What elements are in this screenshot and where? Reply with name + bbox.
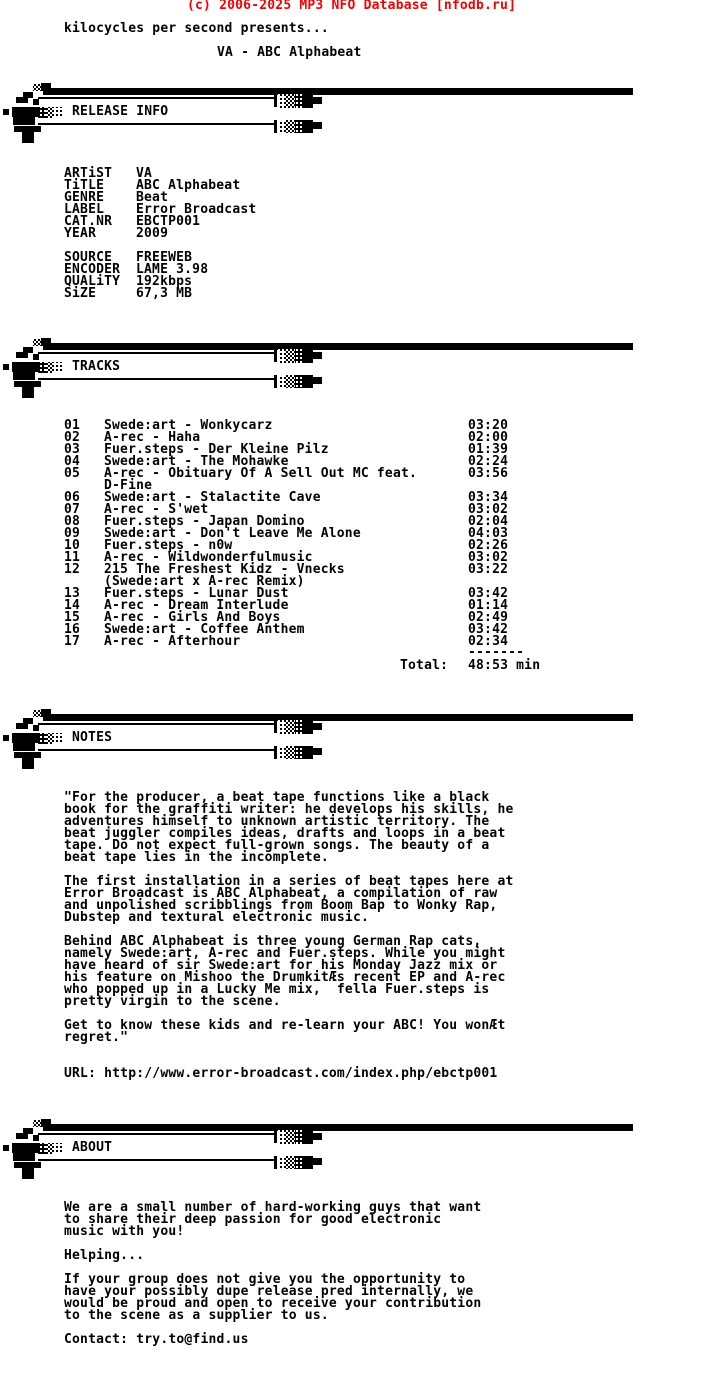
notes-paragraph — [64, 792, 534, 864]
track-number: 08 — [64, 514, 81, 529]
section-banner-release-info — [0, 82, 712, 144]
track-title-line: Fuer.steps - Japan Domino — [104, 514, 305, 529]
release-info-field-label: SiZE — [64, 286, 97, 301]
text-line: Error Broadcast is ABC Alphabeat, a compilation of raw — [64, 886, 498, 901]
text-line: We are a small number of hard-working guys that want — [64, 1200, 482, 1215]
section-banner-tracks — [0, 337, 712, 399]
release-info-field-value: Error Broadcast — [136, 202, 257, 217]
track-row — [64, 468, 584, 492]
track-title-line: A-rec - Wildwonderfulmusic — [104, 550, 313, 565]
release-info-field-value: LAME 3.98 — [136, 262, 209, 277]
text-line: adventures himself to unknown artistic territory. The — [64, 814, 490, 829]
text-line: namely Swede:art, A-rec and Fuer.steps. While you might — [64, 946, 506, 961]
text-line: Helping... — [64, 1248, 145, 1263]
track-number: 14 — [64, 598, 81, 613]
track-time: 03:42 — [468, 586, 509, 601]
release-info-row — [64, 228, 256, 240]
release-info-field-value: EBCTP001 — [136, 214, 201, 229]
track-title-line: A-rec - Dream Interlude — [104, 598, 289, 613]
release-info-field-value: FREEWEB — [136, 250, 193, 265]
track-number: 10 — [64, 538, 81, 553]
release-info-list — [64, 168, 256, 300]
track-title-line: A-rec - S'wet — [104, 502, 209, 517]
notes-paragraph — [64, 936, 534, 1008]
track-time: 01:39 — [468, 442, 509, 457]
track-time: 02:34 — [468, 634, 509, 649]
section-label-notes: NOTES — [72, 730, 113, 745]
release-info-field-label: LABEL — [64, 202, 105, 217]
track-number: 09 — [64, 526, 81, 541]
text-line: and unpolished scribblings from Boom Bap to Wonky Rap, — [64, 898, 498, 913]
track-time: 02:26 — [468, 538, 509, 553]
track-time: 04:03 — [468, 526, 509, 541]
track-number: 06 — [64, 490, 81, 505]
track-title-line: A-rec - Girls And Boys — [104, 610, 281, 625]
text-line: have heard of sir Swede:art for his Monday Jazz mix or — [64, 958, 498, 973]
track-title-line: Swede:art - Coffee Anthem — [104, 622, 305, 637]
notes-text — [64, 792, 534, 1044]
track-title-line: Swede:art - Stalactite Cave — [104, 490, 321, 505]
notes-paragraph — [64, 876, 534, 924]
track-title-line: A-rec - Haha — [104, 430, 201, 445]
section-banner-notes — [0, 708, 712, 770]
track-title-line: Swede:art - Don't Leave Me Alone — [104, 526, 361, 541]
text-line: tape. Do not expect full-grown songs. The beauty of a — [64, 838, 490, 853]
about-paragraph — [64, 1250, 534, 1262]
track-time: 02:49 — [468, 610, 509, 625]
album-title: VA - ABC Alphabeat — [217, 45, 362, 60]
text-line: "For the producer, a beat tape functions like a black — [64, 790, 490, 805]
text-line: The first installation in a series of beat tapes here at — [64, 874, 514, 889]
tracks-total-divider: ------- — [468, 645, 525, 660]
track-time: 02:04 — [468, 514, 509, 529]
track-number: 01 — [64, 418, 81, 433]
track-time: 02:00 — [468, 430, 509, 445]
release-info-field-value: ABC Alphabeat — [136, 178, 241, 193]
release-info-field-value: 2009 — [136, 226, 169, 241]
release-info-field-label: ENCODER — [64, 262, 121, 277]
text-line: If your group does not give you the opportunity to — [64, 1272, 466, 1287]
track-title-line: Swede:art - The Mohawke — [104, 454, 289, 469]
track-time: 01:14 — [468, 598, 509, 613]
text-line: to share their deep passion for good electronic — [64, 1212, 442, 1227]
track-number: 02 — [64, 430, 81, 445]
track-number: 11 — [64, 550, 81, 565]
section-label-release-info: RELEASE INFO — [72, 104, 169, 119]
section-banner-about — [0, 1118, 712, 1180]
about-paragraph — [64, 1274, 534, 1322]
track-title-line: Fuer.steps - Der Kleine Pilz — [104, 442, 329, 457]
track-time: 03:22 — [468, 562, 509, 577]
release-info-field-label: SOURCE — [64, 250, 113, 265]
track-title-line: Fuer.steps - Lunar Dust — [104, 586, 289, 601]
text-line: Dubstep and textural electronic music. — [64, 910, 370, 925]
track-number: 12 — [64, 562, 81, 577]
track-title-line: A-rec - Afterhour — [104, 634, 241, 649]
text-line: music with you! — [64, 1224, 185, 1239]
text-line: who popped up in a Lucky Me mix, fella Fuer.steps is — [64, 982, 490, 997]
track-number: 04 — [64, 454, 81, 469]
release-info-field-label: GENRE — [64, 190, 105, 205]
release-info-field-value: Beat — [136, 190, 169, 205]
release-info-field-label: ARTiST — [64, 166, 113, 181]
track-number: 16 — [64, 622, 81, 637]
section-label-about: ABOUT — [72, 1140, 113, 1155]
track-title-line: (Swede:art x A-rec Remix) — [104, 574, 305, 589]
track-time: 03:34 — [468, 490, 509, 505]
release-info-field-value: 67,3 MB — [136, 286, 193, 301]
track-title — [104, 564, 468, 588]
text-line: beat juggler compiles ideas, drafts and loops in a beat — [64, 826, 506, 841]
track-time: 03:02 — [468, 502, 509, 517]
track-time: 03:02 — [468, 550, 509, 565]
tracks-total-value: 48:53 min — [468, 658, 541, 673]
text-line: regret." — [64, 1030, 129, 1045]
release-info-field-value: 192kbps — [136, 274, 193, 289]
track-time: 03:56 — [468, 466, 509, 481]
track-row — [64, 564, 584, 588]
track-title — [104, 636, 468, 648]
track-title-line: D-Fine — [104, 478, 153, 493]
track-number: 03 — [64, 442, 81, 457]
track-number: 17 — [64, 634, 81, 649]
release-info-field-label: TiTLE — [64, 178, 105, 193]
text-line: Behind ABC Alphabeat is three young German Rap cats, — [64, 934, 482, 949]
track-title-line: Swede:art - Wonkycarz — [104, 418, 273, 433]
release-url-text[interactable]: URL: http://www.error-broadcast.com/index.php/ebctp001 — [64, 1066, 498, 1081]
track-number: 13 — [64, 586, 81, 601]
track-title — [104, 468, 468, 492]
text-line: Get to know these kids and re-learn your ABC! You wonÆt — [64, 1018, 506, 1033]
text-line: pretty virgin to the scene. — [64, 994, 281, 1009]
section-label-tracks: TRACKS — [72, 359, 121, 374]
text-line: beat tape lies in the incomplete. — [64, 850, 329, 865]
track-time: 03:42 — [468, 622, 509, 637]
release-info-row — [64, 288, 256, 300]
contact-line: Contact: try.to@find.us — [64, 1332, 249, 1347]
track-number: 05 — [64, 466, 81, 481]
track-time: 03:20 — [468, 418, 509, 433]
presents-line: kilocycles per second presents... — [64, 21, 329, 36]
notes-paragraph — [64, 1020, 534, 1044]
track-title-line: 215 The Freshest Kidz - Vnecks — [104, 562, 345, 577]
track-title-line: Fuer.steps - n0w — [104, 538, 233, 553]
release-info-field-value: VA — [136, 166, 153, 181]
about-paragraph — [64, 1202, 534, 1238]
track-number: 07 — [64, 502, 81, 517]
text-line: his feature on Mishoo the DrumkitÆs recent EP and A-rec — [64, 970, 506, 985]
track-time: 02:24 — [468, 454, 509, 469]
tracks-total-label: Total: — [400, 658, 449, 673]
track-title-line: A-rec - Obituary Of A Sell Out MC feat. — [104, 466, 418, 481]
text-line: have your possibly dupe release pred internally, we — [64, 1284, 474, 1299]
release-info-field-label: CAT.NR — [64, 214, 113, 229]
text-line: to the scene as a supplier to us. — [64, 1308, 329, 1323]
text-line: book for the graffiti writer: he develops his skills, he — [64, 802, 514, 817]
site-copyright-link[interactable]: (c) 2006-2025 MP3 NFO Database [nfodb.ru] — [187, 0, 517, 13]
text-line: would be proud and open to receive your contribution — [64, 1296, 482, 1311]
release-info-field-label: YEAR — [64, 226, 97, 241]
track-number: 15 — [64, 610, 81, 625]
release-info-field-label: QUALiTY — [64, 274, 121, 289]
about-text — [64, 1202, 534, 1322]
tracks-list — [64, 420, 584, 648]
